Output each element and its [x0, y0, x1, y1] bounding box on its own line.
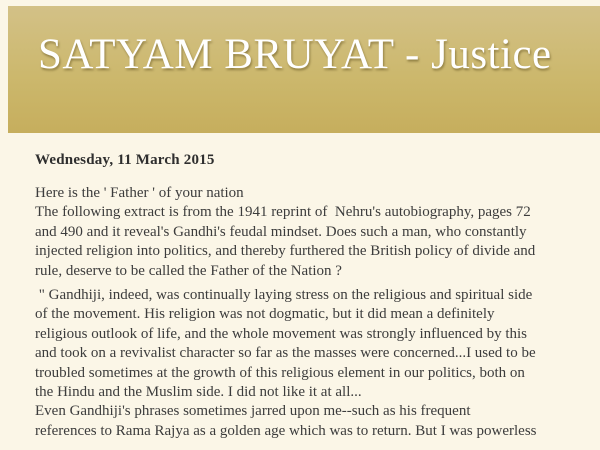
- post-body: [35, 184, 595, 441]
- post-line: the Hindu and the Muslim side. I did not like it at all...: [35, 384, 362, 401]
- post-line: " Gandhiji, indeed, was continually laying stress on the religious and spiritual side: [35, 287, 533, 304]
- blog-header-banner: [8, 6, 600, 133]
- post-line: and took on a revivalist character so far as the masses were concerned...I used to be: [35, 345, 536, 362]
- post-line: Even Gandhiji's phrases sometimes jarred upon me--such as his frequent: [35, 403, 471, 420]
- post-paragraph-1: [35, 184, 595, 281]
- post-line: troubled sometimes at the growth of this religious element in our politics, both on: [35, 364, 525, 381]
- post-line: injected religion into politics, and thereby furthered the British policy of divide and: [35, 243, 536, 260]
- post-line: The following extract is from the 1941 reprint of Nehru's autobiography, pages 72: [35, 204, 531, 221]
- post-line: references to Rama Rajya as a golden age which was to return. But I was powerless: [35, 422, 537, 439]
- post: [35, 152, 595, 441]
- post-line: and 490 and it reveal's Gandhi's feudal mindset. Does such a man, who constantly: [35, 223, 527, 240]
- post-line: of the movement. His religion was not dogmatic, but it did mean a definitely: [35, 306, 495, 323]
- post-line: religious outlook of life, and the whole movement was strongly influenced by this: [35, 325, 527, 342]
- blog-title[interactable]: SATYAM BRUYAT - Justice: [38, 31, 552, 78]
- post-date: Wednesday, 11 March 2015: [35, 152, 215, 168]
- post-title-line: Here is the ' Father ' of your nation: [35, 185, 244, 201]
- post-paragraph-2: [35, 286, 595, 441]
- post-line: rule, deserve to be called the Father of the Nation ?: [35, 262, 342, 279]
